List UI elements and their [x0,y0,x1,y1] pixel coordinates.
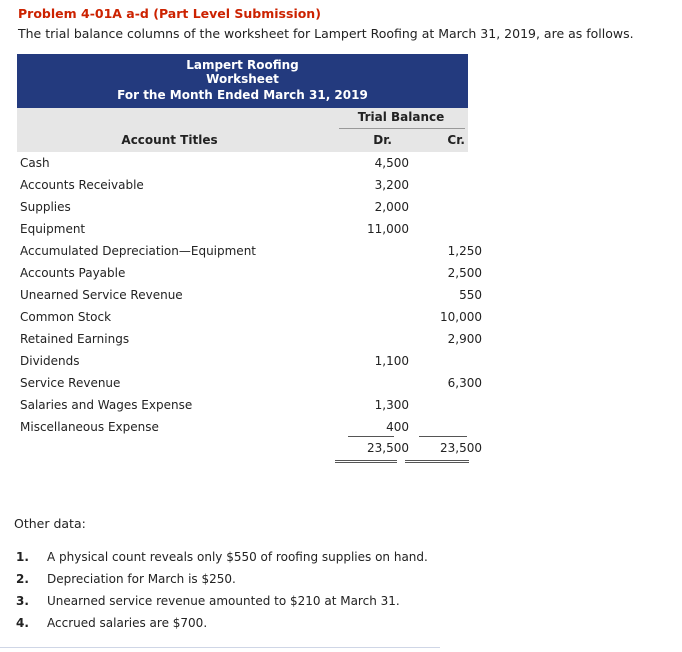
credit-total-rule-top [419,436,467,437]
note-text: A physical count reveals only $550 of roofing supplies on hand. [47,550,428,564]
table-row [17,328,482,350]
note-number: 4. [16,616,29,630]
account-title: Miscellaneous Expense [20,420,159,434]
credit-amount: 2,500 [447,266,482,280]
account-title: Accumulated Depreciation—Equipment [20,244,257,258]
credit-amount: 550 [459,288,482,302]
account-titles-header: Account Titles [121,133,218,147]
document-name: Worksheet [206,72,279,86]
other-data-label: Other data: [14,516,86,531]
period-label: For the Month Ended March 31, 2019 [117,88,368,102]
credit-amount: 2,900 [447,332,482,346]
problem-title: Problem 4-01A a-d (Part Level Submission) [18,6,321,21]
account-title: Cash [20,156,50,170]
account-title: Unearned Service Revenue [20,288,183,302]
company-name: Lampert Roofing [186,58,299,72]
note-text: Accrued salaries are $700. [47,616,208,630]
trial-balance-rule [339,128,465,129]
account-title: Dividends [20,354,80,368]
trial-balance-label: Trial Balance [357,110,445,124]
table-row [17,306,482,328]
account-title: Accounts Payable [20,266,126,280]
account-title: Common Stock [20,310,112,324]
debit-amount: 3,200 [374,178,409,192]
debit-amount: 2,000 [374,200,409,214]
account-title: Salaries and Wages Expense [20,398,193,412]
intro-text: The trial balance columns of the worksheet for Lampert Roofing at March 31, 2019, are as follows. [18,26,634,41]
credit-amount: 1,250 [447,244,482,258]
table-row [17,416,468,438]
table-row [17,372,482,394]
debit-amount: 1,100 [374,354,409,368]
debit-amount: 4,500 [374,156,409,170]
worksheet-header [17,54,468,108]
account-title: Service Revenue [20,376,121,390]
table-row [17,196,468,218]
table-row [17,218,468,240]
account-title: Accounts Receivable [20,178,144,192]
credit-header: Cr. [447,133,465,147]
table-row [17,284,482,306]
debit-total-double-rule [335,460,397,463]
note-text: Depreciation for March is $250. [47,572,236,586]
note-number: 1. [16,550,29,564]
table-row [17,152,468,174]
bottom-divider [0,647,440,648]
note-text: Unearned service revenue amounted to $210 at March 31. [47,594,400,608]
debit-header: Dr. [373,133,392,147]
account-title: Supplies [20,200,71,214]
table-row [17,394,468,416]
debit-total-rule-top [348,436,394,437]
account-title: Equipment [20,222,86,236]
table-row [17,262,482,284]
credit-amount: 6,300 [447,376,482,390]
debit-amount: 11,000 [367,222,409,236]
account-title: Retained Earnings [20,332,130,346]
credit-total-double-rule [405,460,469,463]
table-row [17,350,468,372]
credit-amount: 10,000 [440,310,482,324]
debit-amount: 400 [386,420,409,434]
total-credit: 23,500 [440,441,482,455]
debit-amount: 1,300 [374,398,409,412]
note-number: 3. [16,594,29,608]
total-debit: 23,500 [367,441,409,455]
table-row [17,240,482,262]
table-row [17,174,468,196]
note-number: 2. [16,572,29,586]
